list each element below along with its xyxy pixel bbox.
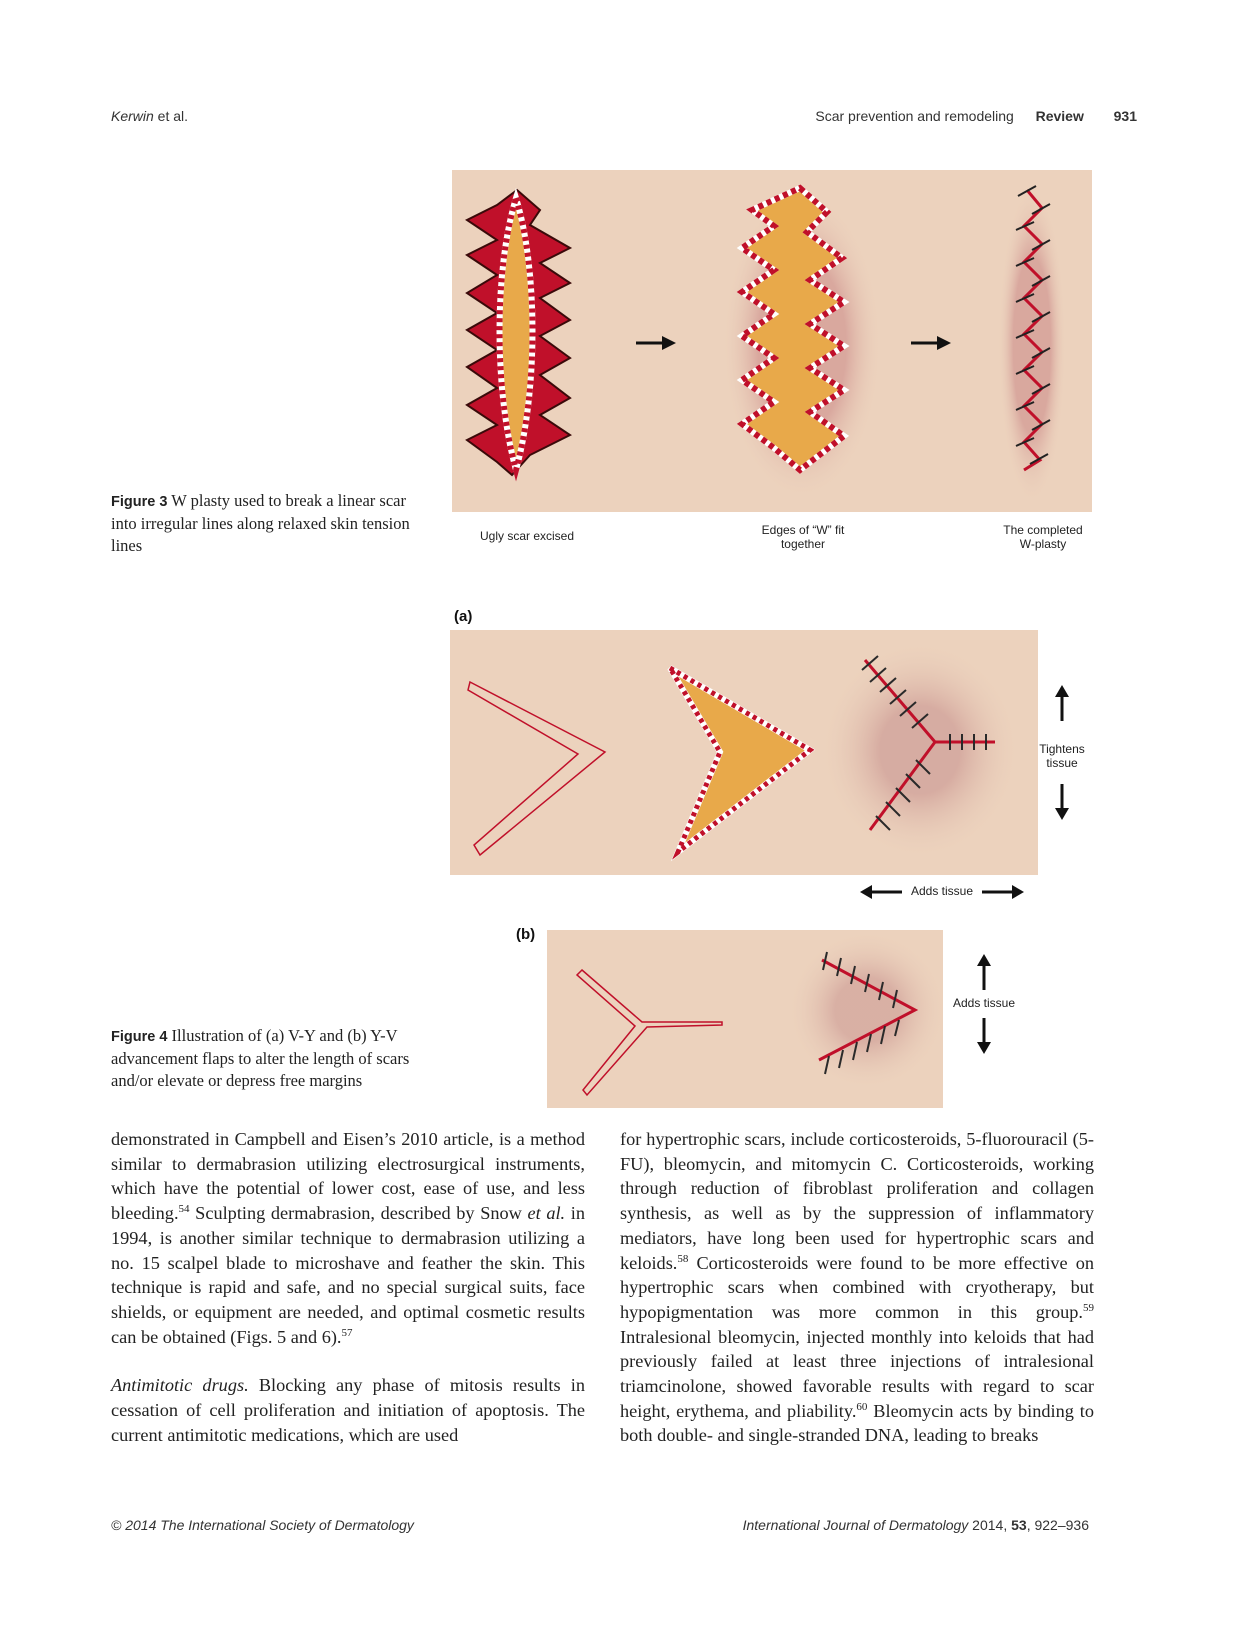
figure-3-caption [111,490,411,557]
figure-3-caption-text: W plasty used to break a linear scar into irregular lines along relaxed skin tension lines [111,491,410,555]
figure-3-label-excised: Ugly scar excised [479,529,575,543]
left-column [111,1127,585,1447]
figure-4-caption [111,1025,411,1092]
page-number: 931 [1113,108,1137,124]
figure-4-label: Figure 4 [111,1029,168,1045]
running-title: Scar prevention and remodeling [815,108,1014,124]
v-closure-graphic [787,930,943,1090]
right-column [620,1127,1094,1448]
paragraph: for hypertrophic scars, include corticosteroids, 5-fluorouracil (5-FU), bleomycin, and mitomycin C. Corticosteroids, working through reduction of fibroblast proliferation and collagen synthesis, as well as by the suppression of inflammatory mediators, have long been used for hypertrophic scars and keloids.$^{58}$ Corticosteroids were found to be more effective on hypertrophic scars when combined with cryotherapy, but hypopigmentation was more common in this group.$^{59}$ Intralesional bleomycin, injected monthly into keloids that had previously failed at least three injections of intralesional triamcinolone, showed favorable results with regard to scar height, erythema, and pliability.$^{60}$ Bleomycin acts by binding to both double- and single-stranded DNA, leading to breaks [620,1129,1094,1446]
footer-citation: International Journal of Dermatology 2014, 53, 922–936 [742,1517,1089,1533]
figure-4a-illustration [450,630,1038,875]
tightens-tissue-label: Tightens tissue [1039,742,1085,770]
figure-3-label-completed: The completed W-plasty [1003,523,1083,551]
arrow-up-icon [972,952,996,992]
figure-3-label-fit: Edges of “W” fit together [761,523,845,551]
paragraph: demonstrated in Campbell and Eisen’s 2010 article, is a method similar to dermabrasion utilizing electrosurgical instruments, which have the potential of lower cost, ease of use, and less bleeding.$^{54}$ Sculpting dermabrasion, described by Snow et al. in 1994, is another similar technique to dermabrasion utilizing a no. 15 scalpel blade to microshave and feather the skin. This technique is rapid and safe, and no special surgical suits, face shields, or equipment are needed, and optimal cosmetic results can be obtained (Figs. 5 and 6).$^{57}$ [111,1129,585,1347]
running-head [815,108,1137,124]
paragraph: Antimitotic drugs. Blocking any phase of mitosis results in cessation of cell proliferation and initiation of apoptosis. The current antimitotic medications, which are used [111,1375,586,1445]
arrow-left-icon [858,882,904,902]
figure-4-panel-b-label: (b) [516,926,536,943]
y-closure-graphic [820,640,1020,860]
figure-4-panel-a-label: (a) [454,608,473,625]
figure-4-caption-text: Illustration of (a) V-Y and (b) Y-V advancement flaps to alter the length of scars and/or elevate or depress free margins [111,1026,410,1090]
arrow-right-icon [980,882,1026,902]
arrow-down-icon [972,1016,996,1056]
adds-tissue-vertical-label: Adds tissue [952,996,1016,1010]
completed-w-plasty-graphic [998,185,1066,505]
running-authors: Kerwin et al. [111,108,189,124]
figure-4b-illustration [547,930,943,1108]
arrow-down-icon [1050,782,1074,822]
section-name: Review [1035,108,1084,124]
figure-3-label: Figure 3 [111,494,168,510]
w-edges-fit-graphic [722,188,882,500]
arrow-up-icon [1050,683,1074,723]
footer-copyright: © 2014 The International Society of Dermatology [111,1517,414,1533]
adds-tissue-horizontal-label: Adds tissue [910,884,974,898]
subsection-heading: Antimitotic drugs. [111,1375,249,1396]
figure-3-illustration [452,170,1092,512]
